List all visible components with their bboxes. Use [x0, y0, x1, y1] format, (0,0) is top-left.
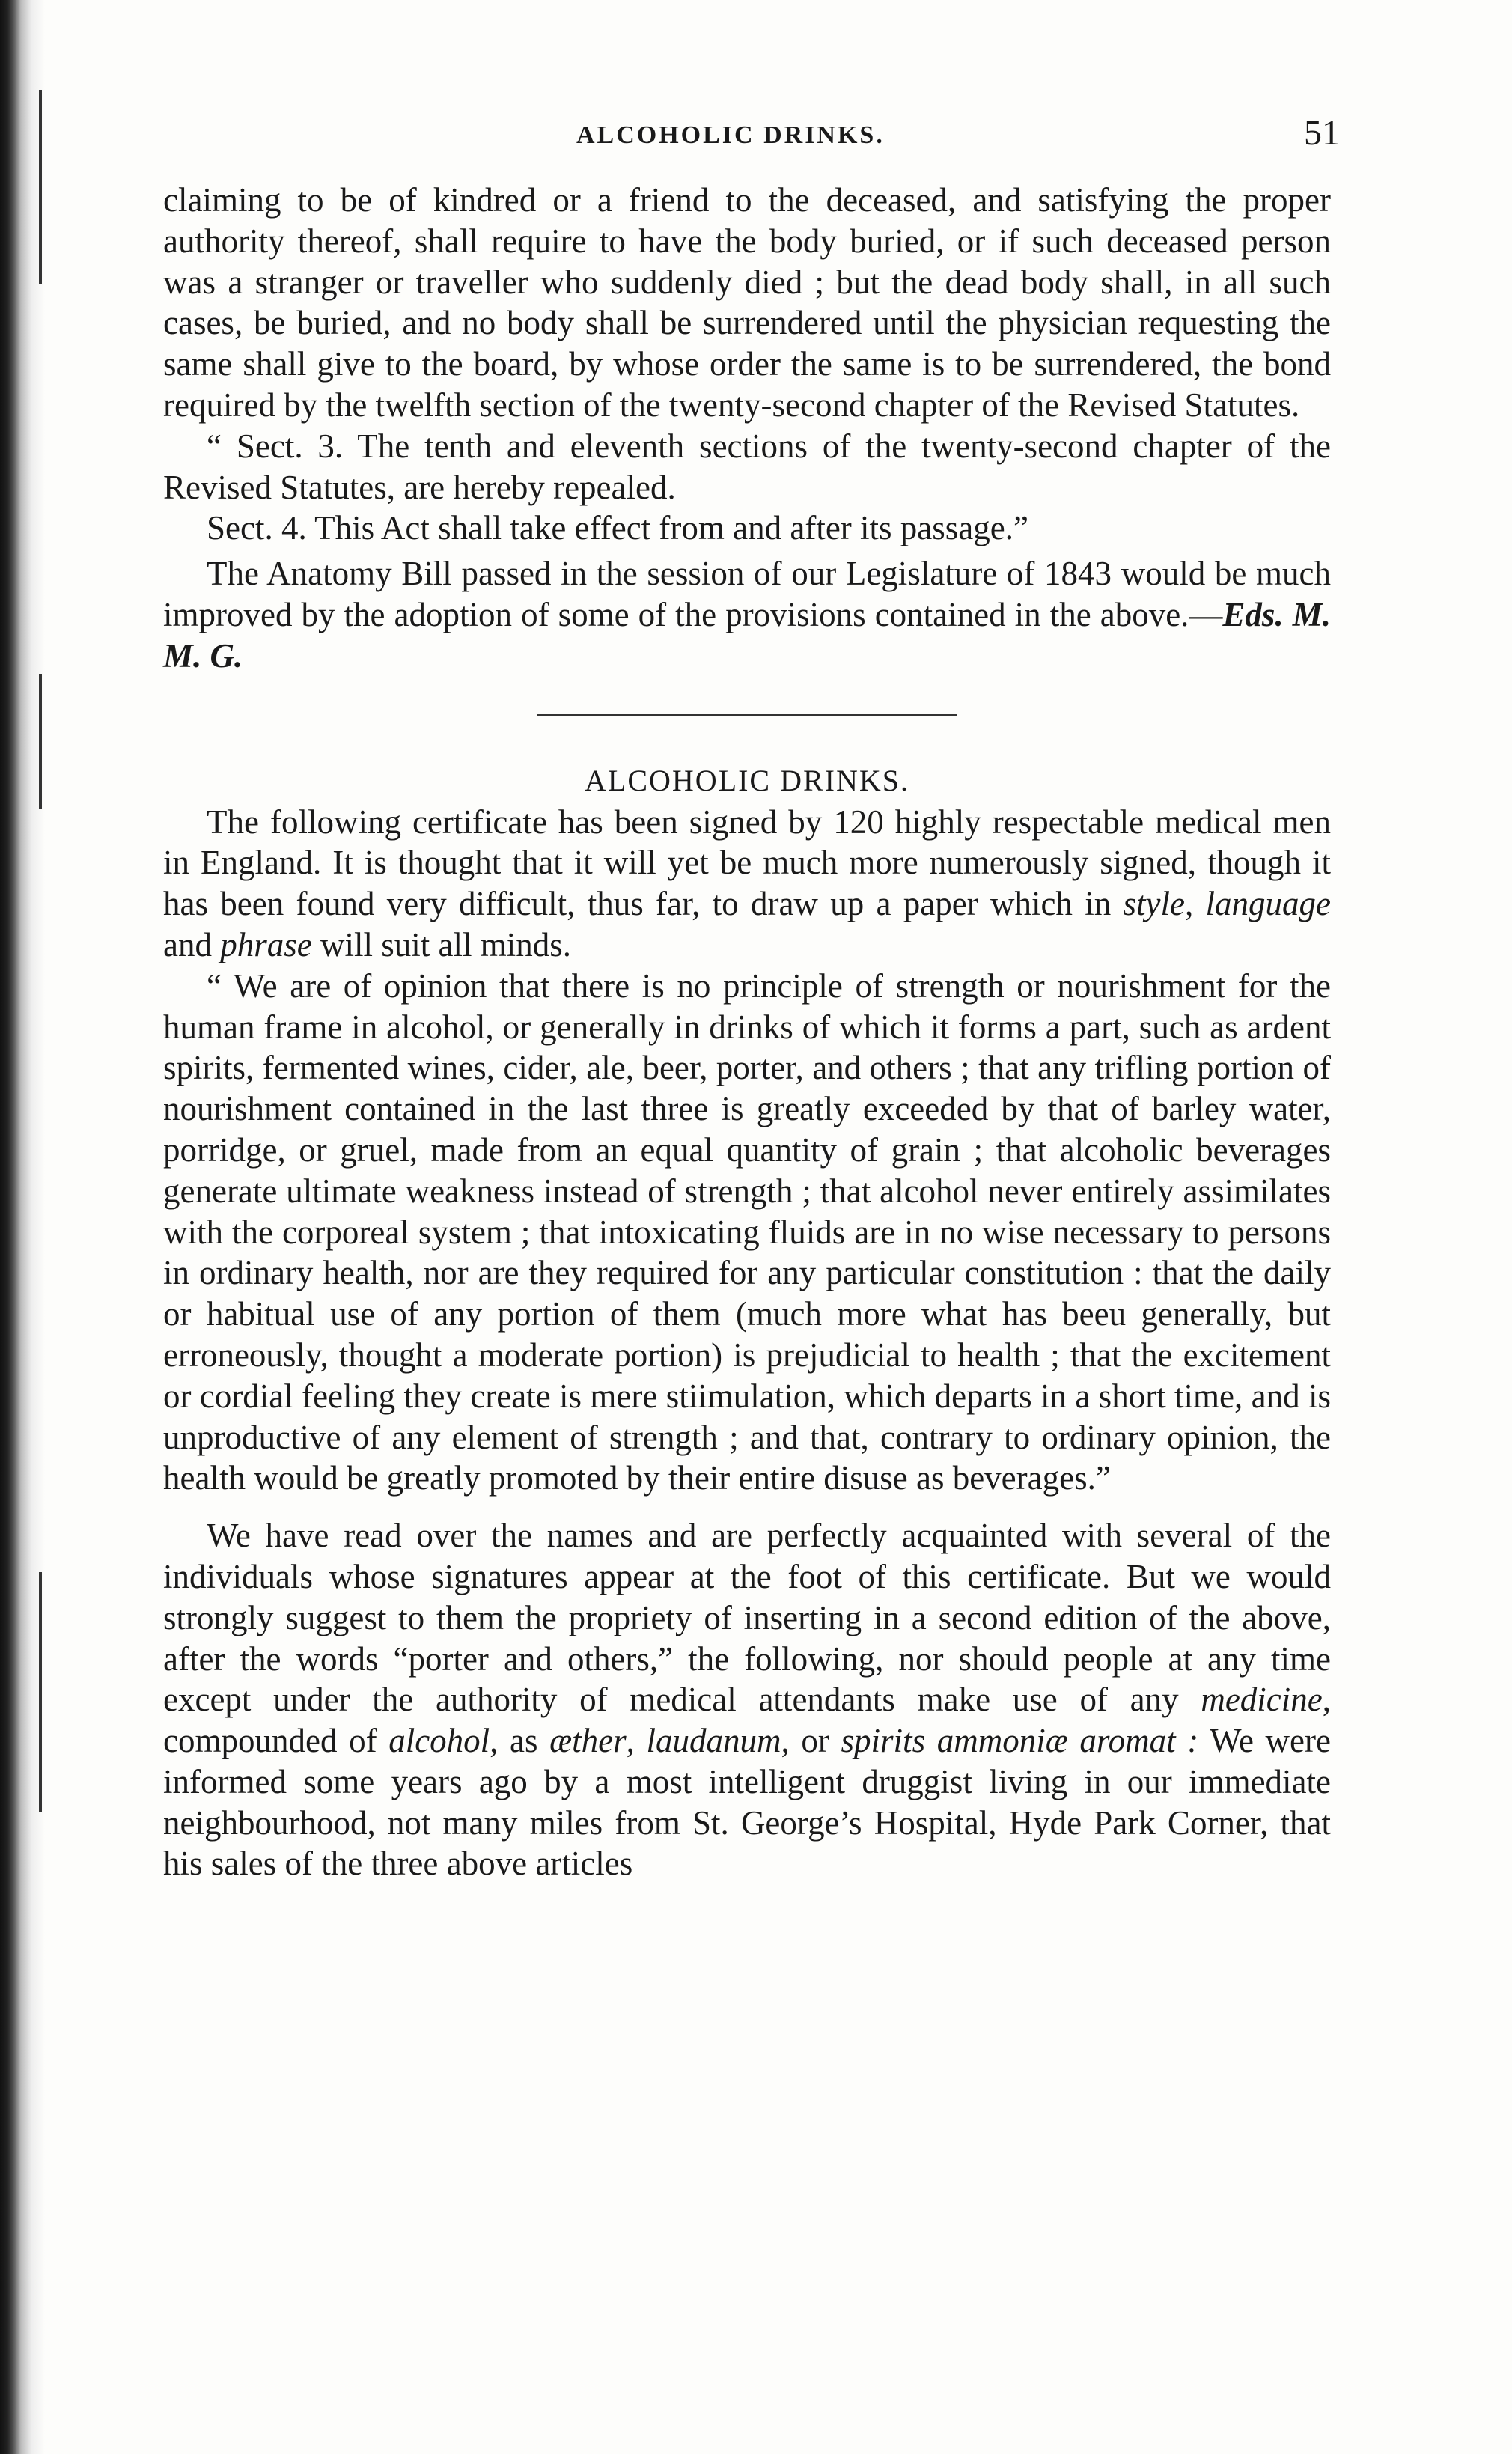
page-number: 51	[1304, 113, 1340, 153]
intro-paragraph	[163, 802, 1331, 966]
section-3-paragraph: “ Sect. 3. The tenth and eleventh sections of the twenty-second chapter of the Revised Statutes, are hereby repealed.	[163, 427, 1331, 506]
intro-text: will suit all minds.	[311, 925, 572, 963]
intro-text: ,	[1184, 885, 1206, 923]
comment-text: We have read over the names and are perfectly acquainted with several of the individuals whose signatures appear at the foot of this certificate. But we would strongly suggest to them the propriety of inserting in a second edition of the above, after the words “porter and others,” the following, nor should people at any time except under the authority of medical attendants make use of any	[163, 1517, 1331, 1719]
binding-mark	[39, 1572, 42, 1812]
binding-mark	[39, 90, 42, 284]
comment-emphasis: spirits ammoniæ aromat :	[841, 1722, 1199, 1760]
editors-note	[163, 553, 1331, 676]
intro-text: The following certificate has been signed by 120 highly respectable medical men in England. It is thought that it will yet be much more numerously signed, though it has been found very difficult, thus far, to draw up a paper which in	[163, 803, 1331, 923]
intro-emphasis-style: style	[1123, 885, 1185, 923]
section-divider	[537, 714, 957, 716]
comment-paragraph	[163, 1515, 1331, 1884]
comment-emphasis: laudanum	[646, 1722, 781, 1760]
page-binding-edge	[0, 0, 45, 2454]
binding-mark	[39, 674, 42, 809]
article-title: ALCOHOLIC DRINKS.	[585, 763, 909, 797]
comment-emphasis: medicine	[1201, 1681, 1323, 1719]
intro-emphasis-phrase: phrase	[220, 925, 312, 963]
continuation-paragraph: claiming to be of kindred or a friend to the deceased, and satisfying the proper authority thereof, shall require to have the body buried, or if such deceased person was a stranger or traveller who suddenly died ; but the dead body shall, in all such cases, be buried, and no body shall be surrendered until the physician requesting the same shall give to the board, by whose order the same is to be surrendered, the bond required by the twelfth section of the twenty-second chapter of the Revised Statutes.	[163, 181, 1331, 424]
comment-text: , compounded of	[163, 1681, 1331, 1760]
comment-text: ,	[626, 1722, 647, 1760]
editors-note-text: The Anatomy Bill passed in the session of our Legislature of 1843 would be much improved by the adoption of some of the provisions contained in the above.—	[163, 555, 1331, 633]
certificate-quote: “ We are of opinion that there is no principle of strength or nourishment for the human frame in alcohol, or generally in drinks of which it forms a part, such as ardent spirits, fermented wines, cider, ale, beer, porter, and others ; that any trifling portion of nourishment contained in the last three is greatly exceeded by that of barley water, porridge, or gruel, made from an equal quantity of grain ; that alcoholic beverages generate ultimate weakness instead of strength ; that alcohol never entirely assimilates with the corporeal system ; that intoxicating fluids are in no wise necessary to persons in ordinary health, nor are they required for any particular constitution : that the daily or habitual use of any portion of them (much more what has beeu generally, but erroneously, thought a moderate portion) is prejudicial to health ; that the excitement or cordial feeling they create is mere stiimulation, which departs in a short time, and is unproductive of any element of strength ; and that, contrary to ordinary opinion, the health would be greatly promoted by their entire disuse as beverages.”	[163, 966, 1331, 1497]
running-head: ALCOHOLIC DRINKS.	[576, 121, 885, 149]
comment-emphasis: alcohol	[388, 1722, 490, 1760]
section-4-paragraph: Sect. 4. This Act shall take effect from and after its passage.”	[207, 509, 1028, 547]
intro-emphasis-language: language	[1205, 885, 1332, 923]
comment-emphasis: æther	[549, 1722, 627, 1760]
body-text	[163, 180, 1331, 1884]
comment-text: We were informed some years ago by a most intelligent druggist living in our immediate neighbourhood, not many miles from St. George’s Hospital, Hyde Park Corner, that his sales of the three above articles	[163, 1722, 1331, 1883]
intro-text: and	[163, 925, 221, 963]
page-header	[157, 112, 1355, 165]
editors-signature: Eds. M. M. G.	[163, 595, 1331, 675]
comment-text: , or	[781, 1722, 841, 1760]
comment-text: , as	[490, 1722, 550, 1760]
